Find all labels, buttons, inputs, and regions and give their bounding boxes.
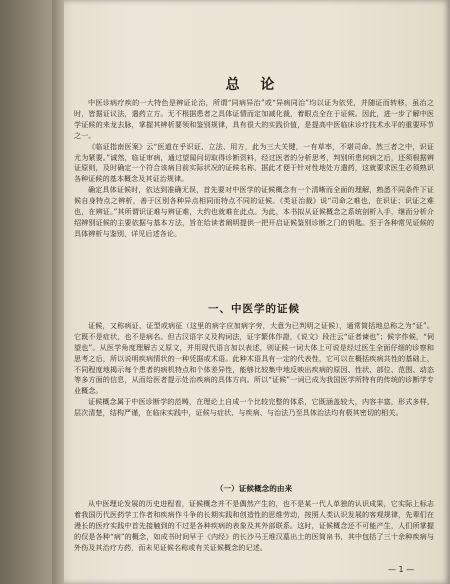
- subsection-title: （一）证候概念的由来: [215, 484, 293, 493]
- section-paragraph-2: 证候概念属于中医诊断学的范畴，在理论上自成一个比较完整的体系，它既涵盖较大，内容丰富，形式多样，层次清楚，结构严谨，在临床实践中，证候与症状、与疾病、与治法乃至具体治法均有极其密切的相关。: [74, 397, 434, 418]
- intro-paragraph-1: 中医诊病疗疾的一大特色是辨证论治，所谓“同病异治”或“异病同治”均以证为依凭，并随证而转移，虽治之时，皆据证议法，遣药立方。无不根据患者之具体证情而定加减化裁，着眼点全在于证候。因此，进一步了解中医学证候的来龙去脉，掌握其辨析要领和鉴别规律，具有很大的实践价值，是提高中医临床诊疗技术水平的重要环节之一。: [74, 98, 434, 140]
- intro-paragraph-2: 《临证指南医案》云“医道在乎识证、立法、用方，此为三大关键，一有草率，不堪司命。然三者之中，识证尤为紧要。”诚然，临证审病，通过望闻问切取得诊断资料，经过医者的分析思考，判别所患何病之后，还须根据辨证原则，及时确定一个符合该病目前实际状况的证候名称，据此才便于针对性地处方遣药，这就要求医生必须熟识各种证候的基本概念及其证治规律。: [74, 141, 434, 184]
- intro-block: [74, 98, 434, 240]
- section-title: 一、中医学的证候: [208, 303, 300, 315]
- section-paragraph-1: 证候，又称病证、证型或病征（这里的病字应加病字旁，大意为已判明之证候），通常简括地总称之为“证”。它既不是症状，也不是病名。但古汉语字义及构词法，证字繁体作證，《说文》段注云“证者谏也”；候字作候，“伺望也”。从医学角度理解古义原文，并用现代语言加以表述，则证候一词大体上可说是经过医生全面仔细的诊察和思考之后，所以说明疾病情状的一种凭据或术语。此种术语具有一定的代表性，它可以在概括疾病共性的基础上，不同程度地揭示每个患者的病机特点和个体差异性，能够比较集中地反映出疾病的原因、性状、部位、范围、动态等多方面的信息，从而给医者提示处治疾病的具体方向。所以“证候”一词已成为我国医学所特有的传统的诊断学专业概念。: [74, 320, 434, 396]
- subsection-block: [74, 484, 434, 553]
- chapter-title: 总 论: [225, 77, 283, 93]
- page-spine-shadow: [52, 0, 64, 584]
- section-block: [74, 304, 434, 419]
- page-number: — 1 —: [388, 565, 415, 574]
- intro-paragraph-3: 确定具体证候时，依达到准确无误，首先要对中医学的证候概念有一个清晰而全面的理解，熟悉不同条件下证候自身特点之辨析，善于区别各种异点相同而特点不同的证候。《类证治裁》说“司命之难也，在识证；识证之难也，在辨证。”其所谓识证难与辨证难，大约也就难在此点。为此，本书拟从证候概念之系统剖析入手，继而分析介绍辨别证候的主要依据与基本方法，旨在给读者阐明提供一把开启证候鉴别诊断之门的钥匙。至于各种常见证候的具体辨析与鉴别，详见后述各论。: [74, 185, 434, 238]
- adjacent-page-edge: [0, 0, 52, 584]
- subsection-paragraph-1: 从中医理论发展的历史进程看，证候概念并不是偶然产生的，也不是某一代人单独的认识成果，它实际上标志着我国历代医药学工作者和疾病作斗争的长期实践和创造性的思维劳动，按照人类认识发展的客观规律，先辈们在漫长的医疗实践中首先接触到的不过是各种疾病的表象及其外部联系。这时，证候概念还不可能产生，人们所掌握的仅是各种“病”的概念，如成书时间早于《内经》的长沙马王堆汉墓出土的医简帛书，其中包括了三十余种疾病与外伤及其治疗方药，而未见证候名称或有关证候概念的记述。: [74, 498, 434, 552]
